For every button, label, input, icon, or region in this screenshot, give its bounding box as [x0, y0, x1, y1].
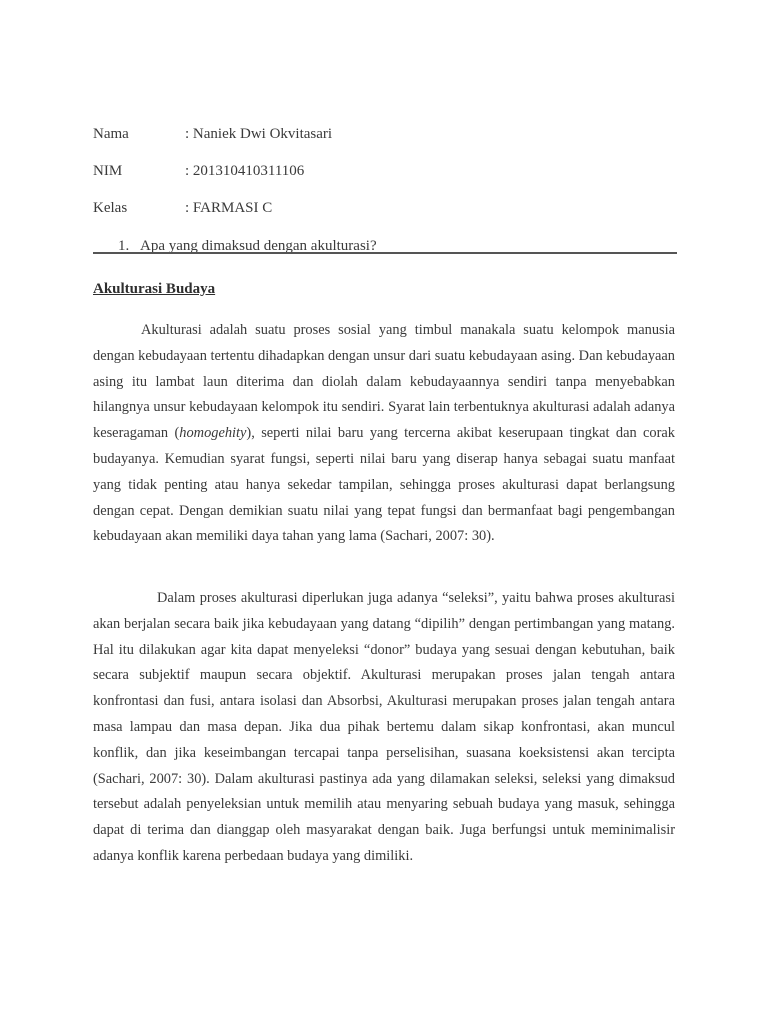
paragraph-1-text-b: ), seperti nilai baru yang tercerna akibat keserupaan tingkat dan corak budayanya. Kemudian syarat fungsi, seperti nilai baru yang diserap hanya sebagai suatu manfaat yang tidak penting atau hanya sekedar tampilan, sehingga proses akulturasi dapat berlangsung dengan cepat. Dengan demikian suatu nilai yang tepat fungsi dan bermanfaat bagi pengembangan kebudayaan akan memiliki daya tahan yang lama (Sachari, 2007: 30). [93, 425, 675, 545]
paragraph-1-italic-term: homogehity [179, 425, 247, 442]
paragraph-1-text-a: Akulturasi adalah suatu proses sosial yang timbul manakala suatu kelompok manusia dengan kebudayaan tertentu dihadapkan dengan unsur dari suatu kebudayaan asing. Dan kebudayaan asing itu lambat laun diterima dan diolah dalam kebudayaannya sendiri tanpa menyebabkan hilangnya unsur kebudayaan kelompok itu sendiri. Syarat lain terbentuknya akulturasi adalah adanya keseragaman ( [93, 322, 675, 442]
section-heading: Akulturasi Budaya [93, 281, 216, 297]
info-row-nim [93, 162, 304, 180]
paragraph-1 [93, 318, 675, 550]
info-row-nama [93, 125, 332, 143]
nama-value: : Naniek Dwi Okvitasari [185, 126, 333, 142]
kelas-label: Kelas [93, 200, 128, 216]
nim-value: : 201310410311106 [185, 163, 305, 179]
info-row-kelas [93, 199, 272, 217]
question-text: Apa yang dimaksud dengan akulturasi? [140, 238, 377, 254]
paragraph-2: Dalam proses akulturasi diperlukan juga adanya “seleksi”, yaitu bahwa proses akulturasi akan berjalan secara baik jika kebudayaan yang datang “dipilih” dengan pertimbangan yang matang. Hal itu dilakukan agar kita dapat menyeleksi “donor” budaya yang sesuai dengan kebutuhan, baik secara subjektif maupun secara objektif. Akulturasi merupakan proses jalan tengah antara konfrontasi dan fusi, antara isolasi dan Absorbsi, Akulturasi merupakan proses jalan tengah antara masa lampau dan masa depan. Jika dua pihak bertemu dalam sikap konfrontasi, akan muncul konflik, dan jika keseimbangan tercapai tanpa perselisihan, suasana koeksistensi akan tercipta (Sachari, 2007: 30). Dalam akulturasi pastinya ada yang dilamakan seleksi, seleksi yang dimaksud tersebut adalah penyeleksian untuk memilih atau menyaring sebuah budaya yang masuk, sehingga dapat di terima dan dianggap oleh masyarakat dengan baik. Juga berfungsi untuk meminimalisir adanya konflik karena perbedaan budaya yang dimiliki. [93, 590, 675, 864]
horizontal-divider [93, 252, 677, 254]
nama-label: Nama [93, 126, 129, 142]
nim-label: NIM [93, 163, 123, 179]
kelas-value: : FARMASI C [185, 200, 273, 216]
question-number: 1. [118, 238, 130, 254]
